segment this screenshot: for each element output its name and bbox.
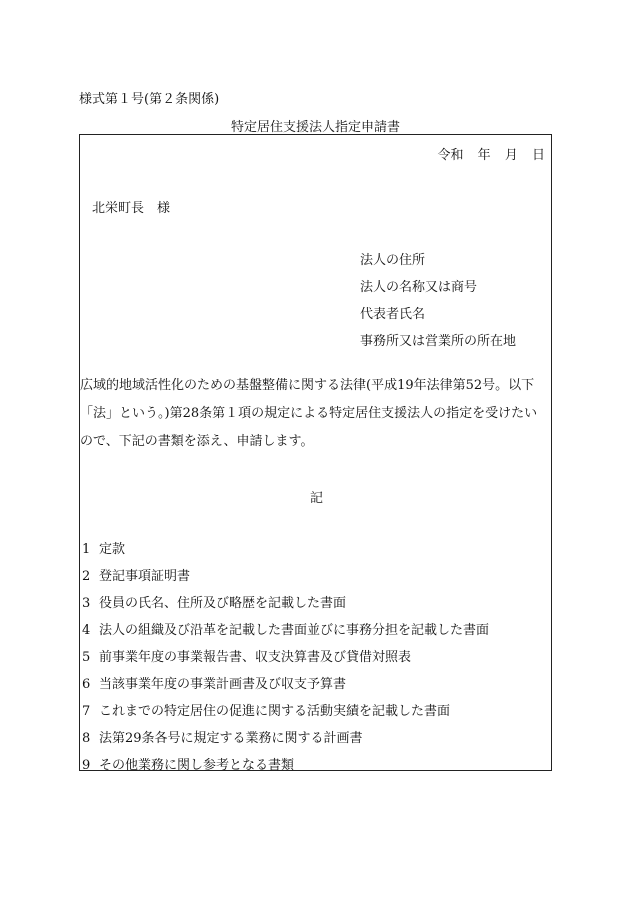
application-statement (80, 375, 553, 459)
applicant-fields (360, 251, 516, 359)
item-number: 6 (82, 677, 91, 692)
statement-line: ので、下記の書類を添え、申請します。 (80, 434, 314, 449)
document-title: 特定居住支援法人指定申請書 (230, 120, 400, 135)
date-year: 年 (477, 148, 491, 163)
item-text: 定款 (99, 542, 126, 557)
item-number: 4 (82, 623, 91, 638)
statement-line: 広域的地域活性化のための基盤整備に関する法律(平成19年法律第52号。以下 (80, 378, 535, 393)
list-item (82, 540, 489, 567)
list-item (82, 648, 489, 675)
list-item (82, 567, 489, 594)
application-form-frame (79, 134, 552, 771)
item-number: 5 (82, 650, 91, 665)
item-number: 7 (82, 704, 91, 719)
list-item (82, 729, 489, 756)
addressee: 北栄町長 様 (92, 201, 171, 216)
office-location-label: 事務所又は営業所の所在地 (360, 334, 517, 349)
item-text: 役員の氏名、住所及び略歴を記載した書面 (99, 596, 347, 611)
item-number: 8 (82, 731, 91, 746)
date-day: 日 (531, 148, 545, 163)
list-item (82, 621, 489, 648)
attached-documents-list (82, 540, 489, 783)
date-month: 月 (504, 148, 518, 163)
item-text: これまでの特定居住の促進に関する活動実績を記載した書面 (99, 704, 451, 719)
form-number: 様式第１号(第２条関係) (79, 92, 220, 107)
item-text: 法人の組織及び沿革を記載した書面並びに事務分担を記載した書面 (99, 623, 490, 638)
application-date (438, 144, 545, 163)
item-number: 1 (82, 542, 91, 557)
item-text: その他業務に関し参考となる書類 (99, 758, 295, 773)
item-text: 法第29条各号に規定する業務に関する計画書 (99, 731, 363, 746)
item-number: 2 (82, 569, 91, 584)
ki-heading: 記 (309, 491, 323, 506)
list-item (82, 675, 489, 702)
list-item (82, 702, 489, 729)
applicant-name-label: 法人の名称又は商号 (360, 280, 478, 295)
applicant-address-label: 法人の住所 (360, 253, 426, 268)
item-text: 当該事業年度の事業計画書及び収支予算書 (99, 677, 347, 692)
item-text: 登記事項証明書 (99, 569, 191, 584)
representative-name-label: 代表者氏名 (360, 307, 426, 322)
item-number: 9 (82, 758, 91, 773)
date-era: 令和 (437, 148, 464, 163)
list-item (82, 756, 489, 783)
item-text: 前事業年度の事業報告書、収支決算書及び貸借対照表 (99, 650, 412, 665)
list-item (82, 594, 489, 621)
item-number: 3 (82, 596, 91, 611)
statement-line: 「法」という。)第28条第１項の規定による特定居住支援法人の指定を受けたい (80, 406, 538, 421)
